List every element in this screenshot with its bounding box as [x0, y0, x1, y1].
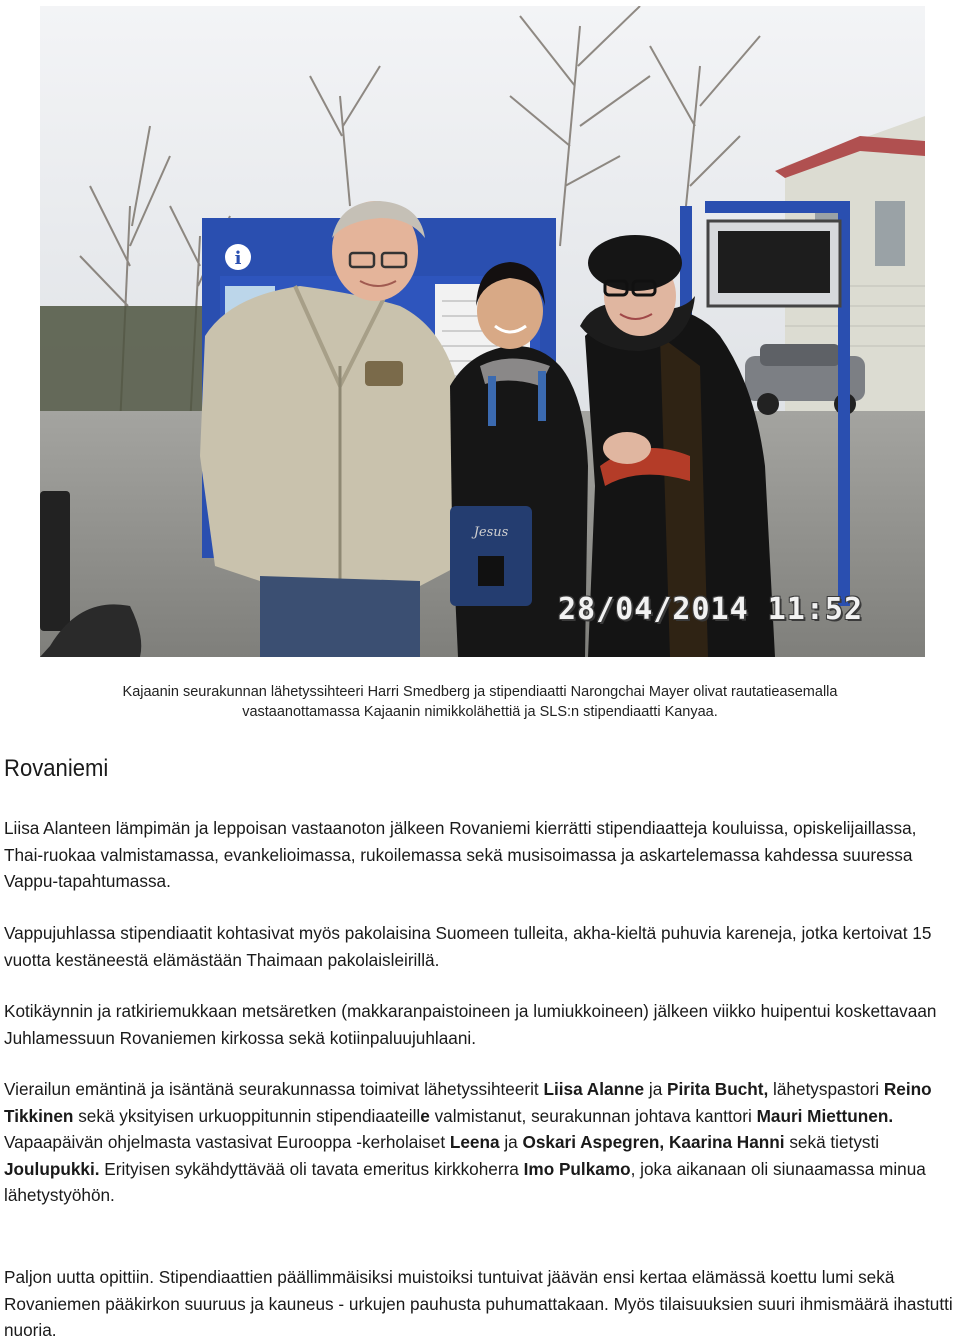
photo-timestamp: 28/04/2014 11:52	[558, 592, 863, 627]
paragraph-2: Vappujuhlassa stipendiaatit kohtasivat myös pakolaisina Suomeen tulleita, akha-kieltä puhuvia kareneja, jotka kertoivat 15 vuotta kestäneestä elämästään Thaimaan pakolaisleirillä.	[4, 923, 932, 970]
svg-text:i: i	[234, 248, 242, 269]
paragraph-4	[4, 1076, 958, 1209]
name-imo-pulkamo: Imo Pulkamo	[523, 1158, 631, 1179]
name-leena: Leena	[449, 1132, 500, 1152]
caption-line-2: vastaanottamassa Kajaanin nimikkolähettiä ja SLS:n stipendiaatti Kanyaa.	[242, 704, 718, 720]
p4-text-2: ja	[644, 1079, 668, 1099]
p4-bold-e: e	[420, 1105, 430, 1126]
svg-text:Jesus: Jesus	[473, 525, 509, 540]
name-pirita-bucht: Pirita Bucht,	[667, 1079, 769, 1099]
photo-caption	[30, 682, 930, 722]
name-aspegren-hanni: Oskari Aspegren, Kaarina Hanni	[522, 1132, 785, 1152]
p4-text-6: Vapaapäivän ohjelmasta vastasivat Eurooppa -kerholaiset	[4, 1132, 450, 1152]
section-heading: Rovaniemi	[4, 755, 109, 782]
group-photo	[40, 6, 925, 657]
p4-text-5: valmistanut, seurakunnan johtava kanttori	[429, 1105, 757, 1126]
name-liisa-alanne: Liisa Alanne	[543, 1079, 645, 1099]
p4-text-7: ja	[499, 1132, 523, 1152]
paragraph-1: Liisa Alanteen lämpimän ja leppoisan vastaanoton jälkeen Rovaniemi kierrätti stipendiaatteja kouluissa, opiskelijaillassa, Thai-ruokaa valmistamassa, evankelioimassa, rukoilemassa sekä musisoimassa ja askartelemassa kahdessa suuressa Vappu-tapahtumassa.	[4, 818, 917, 891]
p4-text-9: Erityisen sykähdyttävää oli tavata emeritus kirkkoherra	[99, 1158, 524, 1179]
photo-illustration	[40, 6, 925, 657]
paragraph-5: Paljon uutta opittiin. Stipendiaattien päällimmäisiksi muistoiksi tuntuivat jäävän ensi kertaa elämässä koettu lumi sekä Rovaniemen pääkirkon suuruus ja kauneus - urkujen pauhusta puhumattakaan. Myös tilaisuuksien suuri ihmismäärä ihastutti nuoria.	[4, 1267, 953, 1340]
p4-text-3: lähetyspastori	[768, 1079, 884, 1099]
name-reino-tikkinen: Reino Tikkinen	[4, 1079, 932, 1126]
p4-text-4: sekä yksityisen urkuoppitunnin stipendiaateill	[73, 1105, 421, 1126]
name-joulupukki: Joulupukki.	[4, 1158, 100, 1179]
p4-text-10: , joka aikanaan oli siunaamassa minua lähetystyöhön.	[4, 1158, 926, 1205]
p4-text-1: Vierailun emäntinä ja isäntänä seurakunnassa toimivat lähetyssihteerit	[4, 1079, 544, 1099]
caption-line-1: Kajaanin seurakunnan lähetyssihteeri Harri Smedberg ja stipendiaatti Narongchai Mayer olivat rautatieasemalla	[122, 684, 838, 700]
paragraph-3: Kotikäynnin ja ratkiriemukkaan metsäretken (makkaranpaistoineen ja lumiukkoineen) jälkeen viikko huipentui koskettavaan Juhlamessuun Rovaniemen kirkossa sekä kotiinpaluujuhlaani.	[4, 1001, 937, 1048]
name-mauri-miettunen: Mauri Miettunen.	[756, 1105, 894, 1126]
p4-text-8: sekä tietysti	[784, 1132, 880, 1152]
